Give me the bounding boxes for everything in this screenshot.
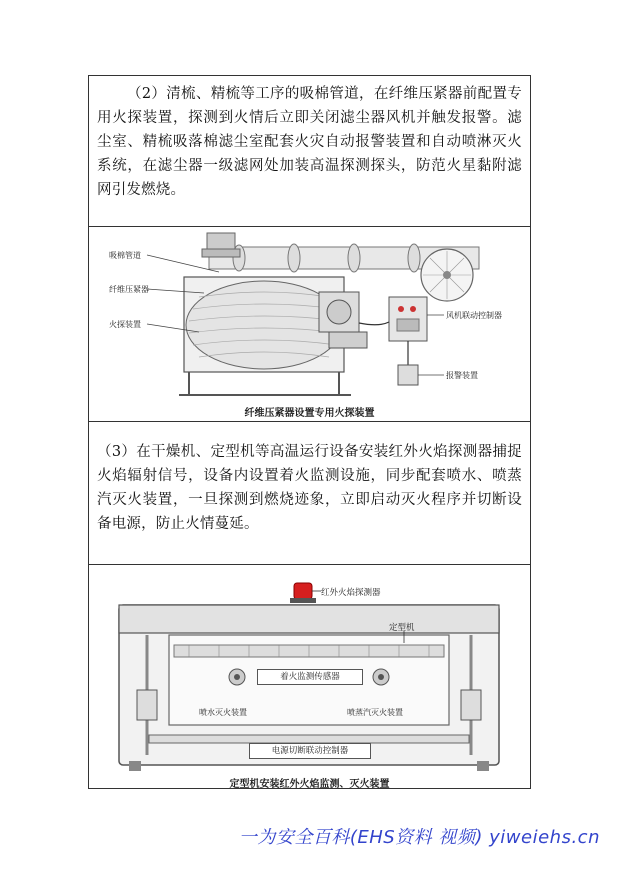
label-pipe: 吸棉管道 [109,251,141,260]
label-power-cut: 电源切断联动控制器 [249,743,371,759]
figure-1-row [89,226,530,421]
section-3-paragraph: （3）在干燥机、定型机等高温运行设备安装红外火焰探测器捕捉火焰辐射信号，设备内设置着火监测设施，同步配套喷水、喷蒸汽灭火装置，一旦探测到燃烧迹象，立即启动灭火程序并切断设备电源，防止火情蔓延。 [97,444,522,532]
label-alarm: 报警装置 [446,371,478,380]
figure-1-caption: 纤维压紧器设置专用火探装置 [244,408,375,419]
fiber-compressor-illustration [89,227,530,422]
label-ir-detector: 红外火焰探测器 [321,588,381,598]
label-machine: 定型机 [389,623,415,633]
label-fire-sensor: 着火监测传感器 [257,669,363,685]
label-detector: 火探装置 [109,320,141,329]
figure-2-row [89,564,530,790]
section-2-row [89,76,530,226]
section-2-paragraph: （2）清梳、精梳等工序的吸棉管道，在纤维压紧器前配置专用火探装置，探测到火情后立即关闭滤尘器风机并触发报警。滤尘室、精梳吸落棉滤尘室配套火灾自动报警装置和自动喷淋灭火系统，在滤尘器一级滤网处加装高温探测探头，防范火星黏附滤网引发燃烧。 [97,86,522,198]
label-steam: 喷蒸汽灭火装置 [347,708,403,717]
label-fan-control: 风机联动控制器 [446,311,502,320]
label-compressor: 纤维压紧器 [109,285,149,294]
content-table [88,75,531,789]
section-3-row [89,421,530,564]
watermark-footer[interactable]: 一为安全百科(EHS资料 视频) yiweiehs.cn [238,827,600,848]
figure-2-caption: 定型机安装红外火焰监测、灭火装置 [229,779,390,790]
label-water: 喷水灭火装置 [199,708,247,717]
